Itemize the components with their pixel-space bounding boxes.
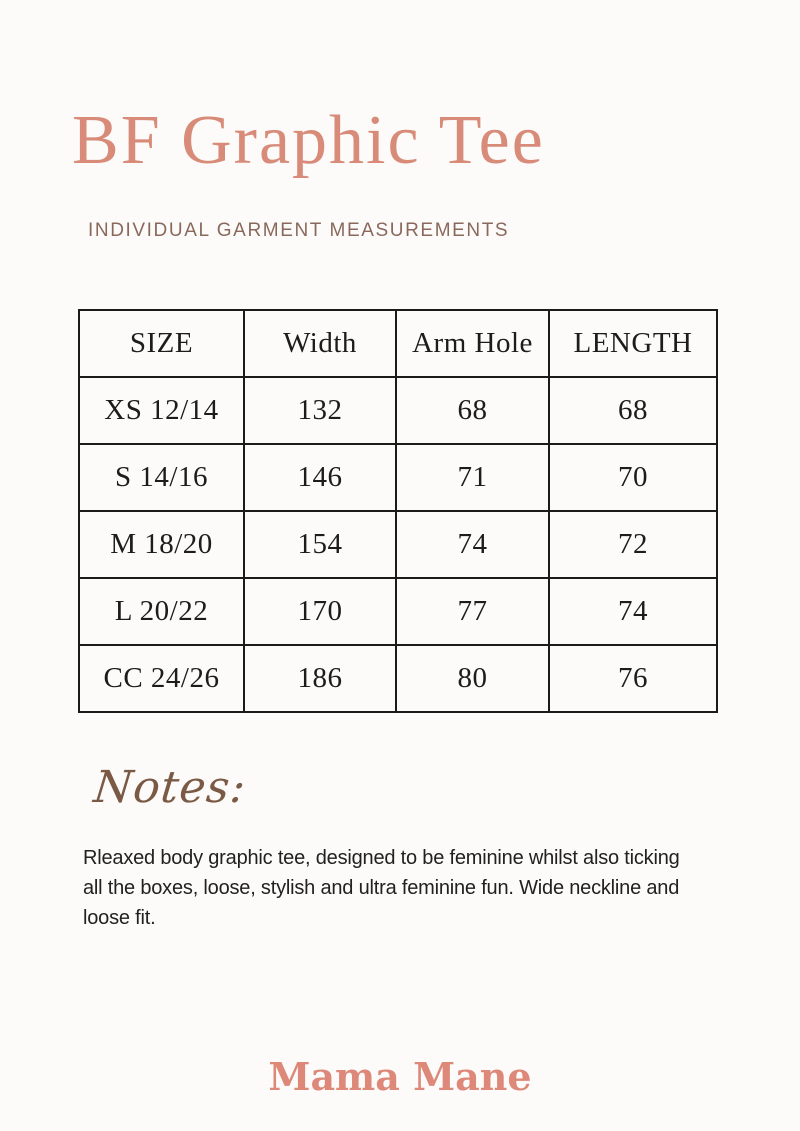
table-row [79, 377, 717, 444]
cell-arm-hole: 68 [396, 377, 549, 444]
header-width: Width [244, 310, 396, 377]
header-arm-hole: Arm Hole [396, 310, 549, 377]
notes-heading: Notes: [91, 762, 249, 813]
cell-length: 76 [549, 645, 717, 712]
cell-size: M 18/20 [79, 511, 244, 578]
cell-length: 68 [549, 377, 717, 444]
cell-width: 146 [244, 444, 396, 511]
cell-length: 74 [549, 578, 717, 645]
cell-length: 72 [549, 511, 717, 578]
page-title: BF Graphic Tee [72, 102, 545, 179]
cell-size: CC 24/26 [79, 645, 244, 712]
brand-logo: Mama Mane [268, 1054, 532, 1099]
notes-line: all the boxes, loose, stylish and ultra feminine fun. Wide neckline and [83, 877, 680, 899]
cell-size: L 20/22 [79, 578, 244, 645]
table-row [79, 645, 717, 712]
cell-size: S 14/16 [79, 444, 244, 511]
cell-width: 186 [244, 645, 396, 712]
cell-arm-hole: 74 [396, 511, 549, 578]
cell-width: 170 [244, 578, 396, 645]
cell-arm-hole: 80 [396, 645, 549, 712]
cell-arm-hole: 77 [396, 578, 549, 645]
table-header-row [79, 310, 717, 377]
header-length: LENGTH [549, 310, 717, 377]
notes-line: Rleaxed body graphic tee, designed to be feminine whilst also ticking [83, 847, 680, 869]
cell-width: 132 [244, 377, 396, 444]
header-size: SIZE [79, 310, 244, 377]
table-row [79, 578, 717, 645]
table-row [79, 511, 717, 578]
table-row [79, 444, 717, 511]
cell-arm-hole: 71 [396, 444, 549, 511]
cell-width: 154 [244, 511, 396, 578]
notes-line: loose fit. [83, 907, 156, 929]
page-subtitle: INDIVIDUAL GARMENT MEASUREMENTS [88, 220, 510, 241]
cell-length: 70 [549, 444, 717, 511]
cell-size: XS 12/14 [79, 377, 244, 444]
measurements-table [78, 309, 718, 713]
notes-paragraph [83, 843, 680, 933]
